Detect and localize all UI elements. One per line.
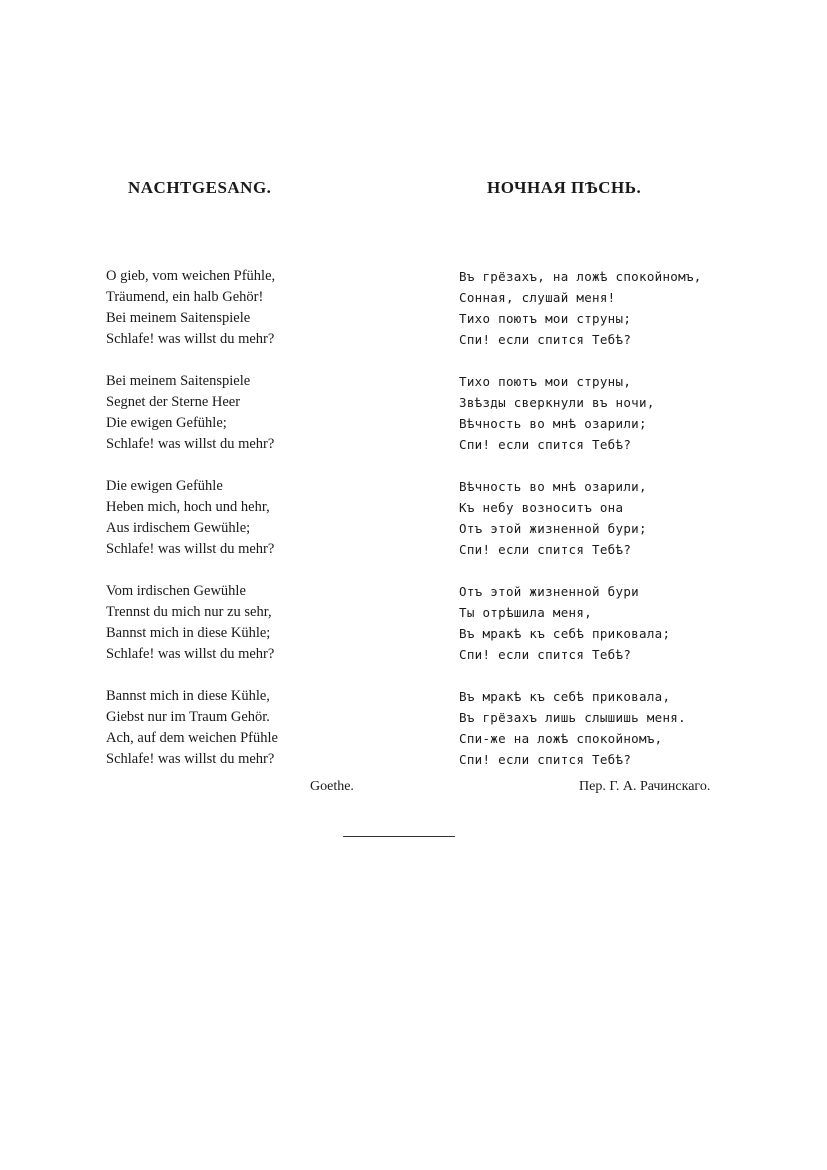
russian-stanza-1 [459, 266, 759, 350]
poem-line: Сонная, слушай меня! [459, 290, 616, 305]
poem-line: Die ewigen Gefühle [106, 478, 223, 494]
poem-line: Спи! если спится Тебѣ? [459, 332, 632, 347]
russian-poem [459, 178, 759, 795]
poem-line: Въ мракѣ къ себѣ приковала; [459, 626, 671, 641]
poem-line: Вѣчность во мнѣ озарили; [459, 416, 647, 431]
poem-line: Bei meinem Saitenspiele [106, 310, 251, 326]
translator-credit: Пер. Г. А. Рачинскаго. [579, 779, 711, 794]
poem-line: Schlafe! was willst du mehr? [106, 751, 275, 767]
german-stanza-4 [106, 581, 406, 665]
poem-line: Въ грёзахъ, на ложѣ спокойномъ, [459, 269, 702, 284]
russian-title: НОЧНАЯ ПѢСНЬ. [487, 178, 642, 197]
russian-stanza-3 [459, 476, 759, 560]
german-stanza-3 [106, 476, 406, 560]
poem-line: Отъ этой жизненной бури; [459, 521, 647, 536]
poem-line: Спи! если спится Тебѣ? [459, 542, 632, 557]
poem-line: Ach, auf dem weichen Pfühle [106, 730, 278, 746]
poem-line: Bei meinem Saitenspiele [106, 373, 251, 389]
poem-line: Вѣчность во мнѣ озарили, [459, 479, 647, 494]
divider-rule [343, 836, 455, 837]
poem-line: Heben mich, hoch und hehr, [106, 499, 270, 515]
poem-line: Ты отрѣшила меня, [459, 605, 593, 620]
poem-line: Спи-же на ложѣ спокойномъ, [459, 731, 663, 746]
poem-line: Träumend, ein halb Gehör! [106, 289, 264, 305]
poem-line: Vom irdischen Gewühle [106, 583, 246, 599]
poem-line: Спи! если спится Тебѣ? [459, 647, 632, 662]
poem-line: Die ewigen Gefühle; [106, 415, 227, 431]
poem-line: Звѣзды сверкнули въ ночи, [459, 395, 655, 410]
poem-line: Giebst nur im Traum Gehör. [106, 709, 270, 725]
russian-stanza-4 [459, 581, 759, 665]
poem-line: Schlafe! was willst du mehr? [106, 541, 275, 557]
german-stanza-1 [106, 266, 406, 350]
russian-stanza-2 [459, 371, 759, 455]
poem-line: O gieb, vom weichen Pfühle, [106, 268, 276, 284]
poem-line: Segnet der Sterne Heer [106, 394, 241, 410]
poem-line: Trennst du mich nur zu sehr, [106, 604, 272, 620]
poem-line: Спи! если спится Тебѣ? [459, 437, 632, 452]
german-stanza-5 [106, 686, 406, 770]
poem-line: Тихо поютъ мои струны, [459, 374, 632, 389]
poem-line: Aus irdischem Gewühle; [106, 520, 251, 536]
german-stanza-2 [106, 371, 406, 455]
poem-line: Schlafe! was willst du mehr? [106, 646, 275, 662]
poem-line: Schlafe! was willst du mehr? [106, 331, 275, 347]
poem-line: Bannst mich in diese Kühle; [106, 625, 271, 641]
german-poem [106, 178, 406, 795]
poem-line: Въ мракѣ къ себѣ приковала, [459, 689, 671, 704]
poem-line: Отъ этой жизненной бури [459, 584, 639, 599]
german-author: Goethe. [310, 779, 354, 794]
poem-line: Schlafe! was willst du mehr? [106, 436, 275, 452]
russian-stanza-5 [459, 686, 759, 770]
poem-line: Bannst mich in diese Kühle, [106, 688, 270, 704]
poem-line: Тихо поютъ мои струны; [459, 311, 632, 326]
poem-line: Къ небу возноситъ она [459, 500, 624, 515]
german-title: NACHTGESANG. [128, 178, 272, 197]
poem-line: Спи! если спится Тебѣ? [459, 752, 632, 767]
poem-line: Въ грёзахъ лишь слышишь меня. [459, 710, 686, 725]
